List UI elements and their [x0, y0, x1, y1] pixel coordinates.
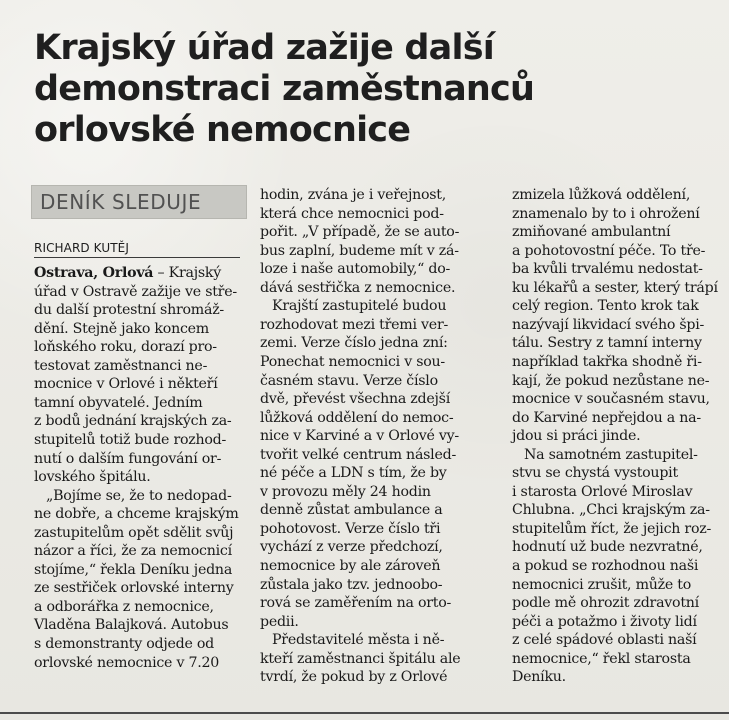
- article-text: podle mě ohrozit zdravotní: [512, 595, 699, 612]
- article-text: kteří zaměstnanci špitálu ale: [260, 650, 461, 667]
- article-text: nemocnici zrušit, může to: [512, 576, 692, 593]
- article-text: kají, že pokud nezůstane ne-: [512, 372, 710, 389]
- article-text: úřad v Ostravě zažije ve stře-: [34, 283, 237, 300]
- article-text: celý region. Tento krok tak: [512, 298, 699, 315]
- article-line: [34, 524, 233, 543]
- article-line: [260, 260, 450, 279]
- page-bottom-rule: [0, 712, 729, 714]
- byline-rule: [34, 257, 240, 258]
- article-text: Na samotném zastupitel-: [524, 446, 698, 463]
- article-line: [512, 576, 691, 595]
- article-line: [34, 320, 209, 339]
- article-text: tvrdí, že pokud by z Orlové: [260, 669, 448, 686]
- article-text: péči a potažmo i životy lidí: [512, 613, 697, 630]
- article-line: [524, 446, 698, 465]
- article-text: tamní obyvatelé. Jedním: [34, 394, 203, 411]
- article-line: [512, 464, 678, 483]
- article-line: [512, 501, 710, 520]
- article-text: názor a říci, že za nemocnicí: [34, 543, 232, 560]
- article-line: [512, 242, 705, 261]
- article-text: dění. Stejně jako koncem: [34, 320, 210, 337]
- article-line: [260, 576, 442, 595]
- article-line: [260, 409, 453, 428]
- article-text: pedii.: [260, 613, 299, 630]
- article-text: stvu se chystá vystoupit: [512, 465, 678, 482]
- article-text: ku lékařů a sester, který trápí: [512, 279, 718, 296]
- article-line: [260, 186, 446, 205]
- article-line: [34, 375, 218, 394]
- article-text: z celé spádové oblasti naší: [512, 632, 697, 649]
- article-text: hodnutí už bude nezvratné,: [512, 539, 703, 556]
- article-text: lovského špitálu.: [34, 469, 151, 486]
- article-line: [512, 334, 702, 353]
- article-headline: [34, 28, 684, 151]
- article-text: zemi. Verze číslo jedna zní:: [260, 335, 448, 352]
- article-line: [260, 557, 440, 576]
- article-line: [260, 205, 444, 224]
- article-line: [260, 464, 447, 483]
- article-line: [512, 260, 703, 279]
- article-line: [34, 561, 232, 580]
- article-line: [34, 542, 232, 561]
- article-text: tvořit velké centrum násled-: [260, 446, 456, 463]
- article-text: tálu. Sestry z tamní interny: [512, 335, 702, 352]
- article-text: rozhodovat mezi třemi ver-: [260, 316, 449, 333]
- article-line: [260, 520, 440, 539]
- article-line: [512, 631, 696, 650]
- article-text: rová se zaměřením na orto-: [260, 595, 452, 612]
- article-text: nemocnice,“ řekl starosta: [512, 650, 691, 667]
- article-line: [34, 431, 226, 450]
- article-text: né péče a LDN s tím, že by: [260, 465, 447, 482]
- article-text: stojíme,“ řekla Deníku jedna: [34, 561, 233, 578]
- article-text: nazývají likvidací svého špi-: [512, 316, 705, 333]
- article-line: [34, 283, 237, 302]
- article-line: [34, 635, 214, 654]
- article-line: [512, 390, 710, 409]
- article-text: jdou si práci jinde.: [512, 428, 641, 445]
- article-text: Krajští zastupitelé budou: [272, 298, 447, 315]
- article-line: [260, 538, 443, 557]
- article-line: [512, 538, 703, 557]
- article-text: testovat zaměstnanci ne-: [34, 357, 208, 374]
- article-line: [260, 372, 438, 391]
- article-line: [272, 631, 444, 650]
- article-line: [260, 223, 459, 242]
- article-line: [260, 316, 448, 335]
- article-line: [34, 412, 231, 431]
- article-line: [512, 520, 711, 539]
- article-line: [512, 372, 709, 391]
- article-line: [512, 557, 698, 576]
- article-line: [34, 468, 151, 487]
- article-line: [272, 297, 446, 316]
- article-text: v provozu měly 24 hodin: [260, 483, 431, 500]
- article-line: [260, 353, 445, 372]
- article-text: s demonstranty odjede od: [34, 636, 215, 652]
- article-text: nemocnice by ale zároveň: [260, 558, 441, 574]
- article-text: pohotovost. Verze číslo tři: [260, 520, 441, 537]
- article-text: pořit. „V případě, že se auto-: [260, 224, 460, 241]
- article-text: stupitelů totiž bude rozhod-: [34, 431, 227, 448]
- headline-line: orlovské nemocnice: [34, 110, 411, 150]
- article-line: [260, 594, 451, 613]
- article-text: Deníku.: [512, 669, 566, 686]
- headline-line: Krajský úřad zažije další: [34, 28, 494, 68]
- dateline: Ostrava, Orlová: [34, 265, 154, 281]
- article-text: mocnice v současném stavu,: [512, 391, 710, 408]
- article-text: časném stavu. Verze číslo: [260, 372, 438, 389]
- article-text: zastupitelům opět sdělit svůj: [34, 524, 234, 541]
- article-text: Představitelé města i ně-: [272, 632, 445, 649]
- article-line: [512, 483, 692, 502]
- article-line: [512, 353, 702, 372]
- article-text: denně zůstat ambulance a: [260, 502, 443, 519]
- article-line: [260, 390, 450, 409]
- article-text: znamenalo by to i ohrožení: [512, 205, 700, 222]
- article-text: nice v Karviné a v Orlové vy-: [260, 428, 459, 445]
- article-line: [34, 654, 219, 673]
- article-line: [512, 650, 691, 669]
- article-line: [34, 394, 203, 413]
- article-text: která chce nemocnici pod-: [260, 205, 444, 222]
- article-line: [46, 487, 232, 506]
- article-line: [512, 223, 670, 242]
- article-text: a pohotovostní péče. To tře-: [512, 242, 706, 259]
- article-line: [260, 242, 459, 261]
- article-text: mocnice v Orlové i někteří: [34, 376, 218, 393]
- article-line: [512, 427, 640, 446]
- article-line: [512, 409, 701, 428]
- article-text: z bodů jednání krajských za-: [34, 413, 232, 430]
- headline-line: demonstraci zaměstnanců: [34, 69, 535, 109]
- article-text: Ponechat nemocnici v sou-: [260, 353, 445, 370]
- article-line: [34, 338, 217, 357]
- article-text: stupitelům říct, že jejich roz-: [512, 520, 712, 537]
- article-text: do Karviné nepřejdou a na-: [512, 409, 701, 426]
- article-text: du další protestní shromáž-: [34, 302, 224, 319]
- article-text: Chlubna. „Chci krajským za-: [512, 502, 710, 519]
- section-label: DENÍK SLEDUJE: [40, 190, 202, 214]
- article-line: [260, 334, 448, 353]
- article-text: loze i naše automobily,“ do-: [260, 261, 451, 278]
- article-text: zmiňované ambulantní: [512, 224, 671, 241]
- article-line: [34, 598, 214, 617]
- article-line: [512, 205, 700, 224]
- article-line: [512, 316, 704, 335]
- article-text: zmizela lůžková oddělení,: [512, 187, 691, 203]
- article-text: například takřka shodně ři-: [512, 353, 702, 370]
- article-line: [260, 279, 455, 298]
- article-line: [512, 186, 690, 205]
- article-text: ne dobře, a chceme krajským: [34, 506, 239, 523]
- article-line: [260, 613, 299, 632]
- article-line: [260, 501, 443, 520]
- article-text: zůstala jako tzv. jednoobo-: [260, 576, 443, 593]
- article-text: vychází z verze předchozí,: [260, 539, 443, 556]
- article-line: [34, 616, 228, 635]
- article-line: [260, 668, 447, 687]
- article-line: [34, 579, 233, 598]
- article-text: bus zaplní, budeme mít v zá-: [260, 242, 459, 259]
- article-text: orlovské nemocnice v 7.20: [34, 654, 220, 671]
- article-line: [512, 668, 566, 687]
- article-text: ba kvůli trvalému nedostat-: [512, 261, 703, 278]
- article-text: – Krajský: [153, 265, 222, 281]
- article-line: [512, 279, 718, 298]
- article-line: [34, 505, 239, 524]
- article-line: [260, 650, 460, 669]
- article-line: [512, 594, 699, 613]
- article-text: hodin, zvána je i veřejnost,: [260, 187, 447, 203]
- article-line: [34, 301, 224, 320]
- article-text: dvě, převést všechna zdejší: [260, 391, 450, 408]
- section-label-box: [31, 185, 247, 219]
- article-text: Vladěna Balajková. Autobus: [34, 617, 229, 634]
- article-line: [34, 357, 207, 376]
- article-line: [260, 483, 431, 502]
- article-line: [260, 427, 459, 446]
- article-text: loňského roku, dorazí pro-: [34, 339, 217, 356]
- article-line: [260, 446, 456, 465]
- article-line: [512, 297, 699, 316]
- article-text: dává sestřička z nemocnice.: [260, 279, 456, 296]
- article-text: nutí o dalším fungování or-: [34, 450, 222, 467]
- article-text: a odborářka z nemocnice,: [34, 598, 214, 615]
- article-text: lůžková oddělení do nemoc-: [260, 409, 454, 426]
- article-line: [34, 264, 221, 283]
- article-text: a pokud se rozhodnou naši: [512, 558, 699, 574]
- article-line: [34, 450, 221, 469]
- article-line: [512, 613, 697, 632]
- article-text: i starosta Orlové Miroslav: [512, 483, 693, 500]
- article-text: ze sestřiček orlovské interny: [34, 580, 234, 597]
- byline: RICHARD KUTĚJ: [34, 241, 129, 255]
- article-text: „Bojíme se, že to nedopad-: [46, 487, 232, 504]
